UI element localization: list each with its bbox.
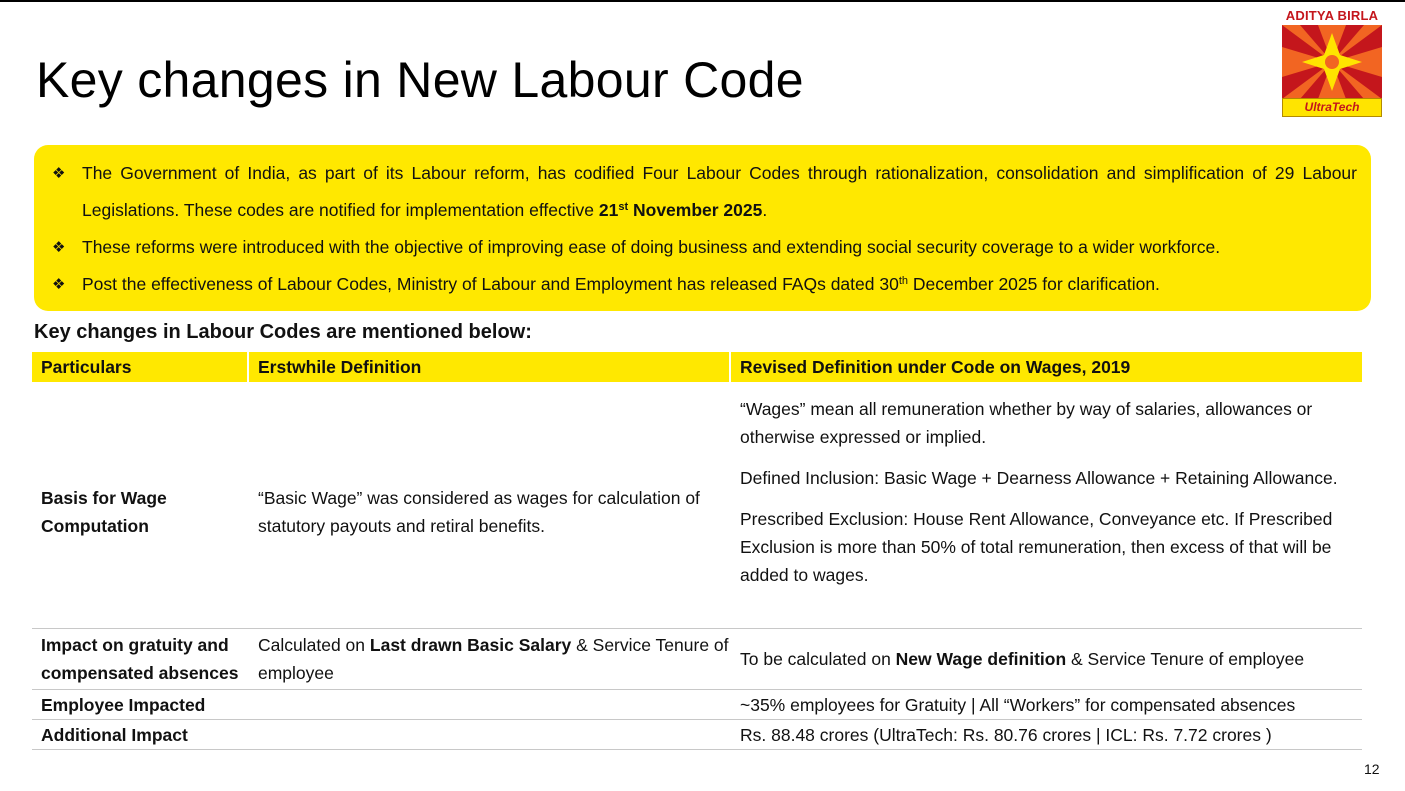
table-row — [32, 720, 1362, 750]
cell-erstwhile: “Basic Wage” was considered as wages for calculation of statutory payouts and retiral benefits. — [258, 488, 700, 536]
cell-revised — [731, 382, 1362, 628]
cell-erstwhile — [249, 720, 729, 749]
diamond-bullet-icon: ❖ — [52, 276, 66, 293]
summary-box — [34, 145, 1371, 311]
cell-erstwhile: Calculated on Last drawn Basic Salary & Service Tenure of employee — [258, 635, 729, 683]
cell-particular: Employee Impacted — [41, 695, 206, 715]
page-number: 12 — [1364, 761, 1380, 777]
cell-particular: Basis for Wage Computation — [41, 488, 167, 536]
cell-erstwhile — [249, 690, 729, 719]
cell-revised: To be calculated on New Wage definition & Service Tenure of employee — [740, 649, 1305, 669]
table-row — [32, 382, 1362, 629]
effective-date: 21st November 2025 — [598, 200, 763, 220]
cell-particular: Additional Impact — [41, 725, 188, 745]
company-logo — [1281, 8, 1383, 112]
key-changes-table — [32, 352, 1362, 750]
sunburst-logo-icon — [1282, 25, 1382, 99]
table-row — [32, 690, 1362, 720]
header-erstwhile: Erstwhile Definition — [249, 352, 729, 382]
table-row — [32, 629, 1362, 690]
diamond-bullet-icon: ❖ — [52, 165, 66, 182]
summary-bullet: ❖ These reforms were introduced with the objective of improving ease of doing business and extending social security coverage to a wider workforce. — [52, 229, 1357, 266]
logo-brand-text: ADITYA BIRLA — [1285, 8, 1379, 23]
page-title: Key changes in New Labour Code — [36, 52, 804, 108]
revised-paragraph: Prescribed Exclusion: House Rent Allowance, Conveyance etc. If Prescribed Exclusion is more than 50% of total remuneration, then excess of that will be added to wages. — [740, 509, 1333, 585]
cell-revised: ~35% employees for Gratuity | All “Workers” for compensated absences — [740, 695, 1296, 715]
header-particulars: Particulars — [32, 352, 247, 382]
revised-paragraph: Defined Inclusion: Basic Wage + Dearness Allowance + Retaining Allowance. — [740, 468, 1338, 488]
diamond-bullet-icon: ❖ — [52, 239, 66, 256]
header-revised: Revised Definition under Code on Wages, 2019 — [731, 352, 1362, 382]
revised-paragraph: “Wages” mean all remuneration whether by way of salaries, allowances or otherwise expressed or implied. — [740, 399, 1313, 447]
section-heading: Key changes in Labour Codes are mentioned below: — [34, 321, 532, 343]
table-header — [32, 352, 1362, 382]
top-rule — [0, 0, 1405, 2]
cell-particular: Impact on gratuity and compensated absences — [41, 635, 239, 683]
cell-revised: Rs. 88.48 crores (UltraTech: Rs. 80.76 crores | ICL: Rs. 7.72 crores ) — [740, 725, 1272, 745]
summary-bullet: ❖ The Government of India, as part of its Labour reform, has codified Four Labour Codes through rationalization, consolidation and simplification of 29 Labour Legislations. These codes are notified for implementation effective 21st November 2025. — [52, 155, 1357, 229]
logo-subbrand-text: UltraTech — [1282, 98, 1382, 117]
summary-bullet: ❖ Post the effectiveness of Labour Codes, Ministry of Labour and Employment has released FAQs dated 30th December 2025 for clarification. — [52, 266, 1357, 303]
